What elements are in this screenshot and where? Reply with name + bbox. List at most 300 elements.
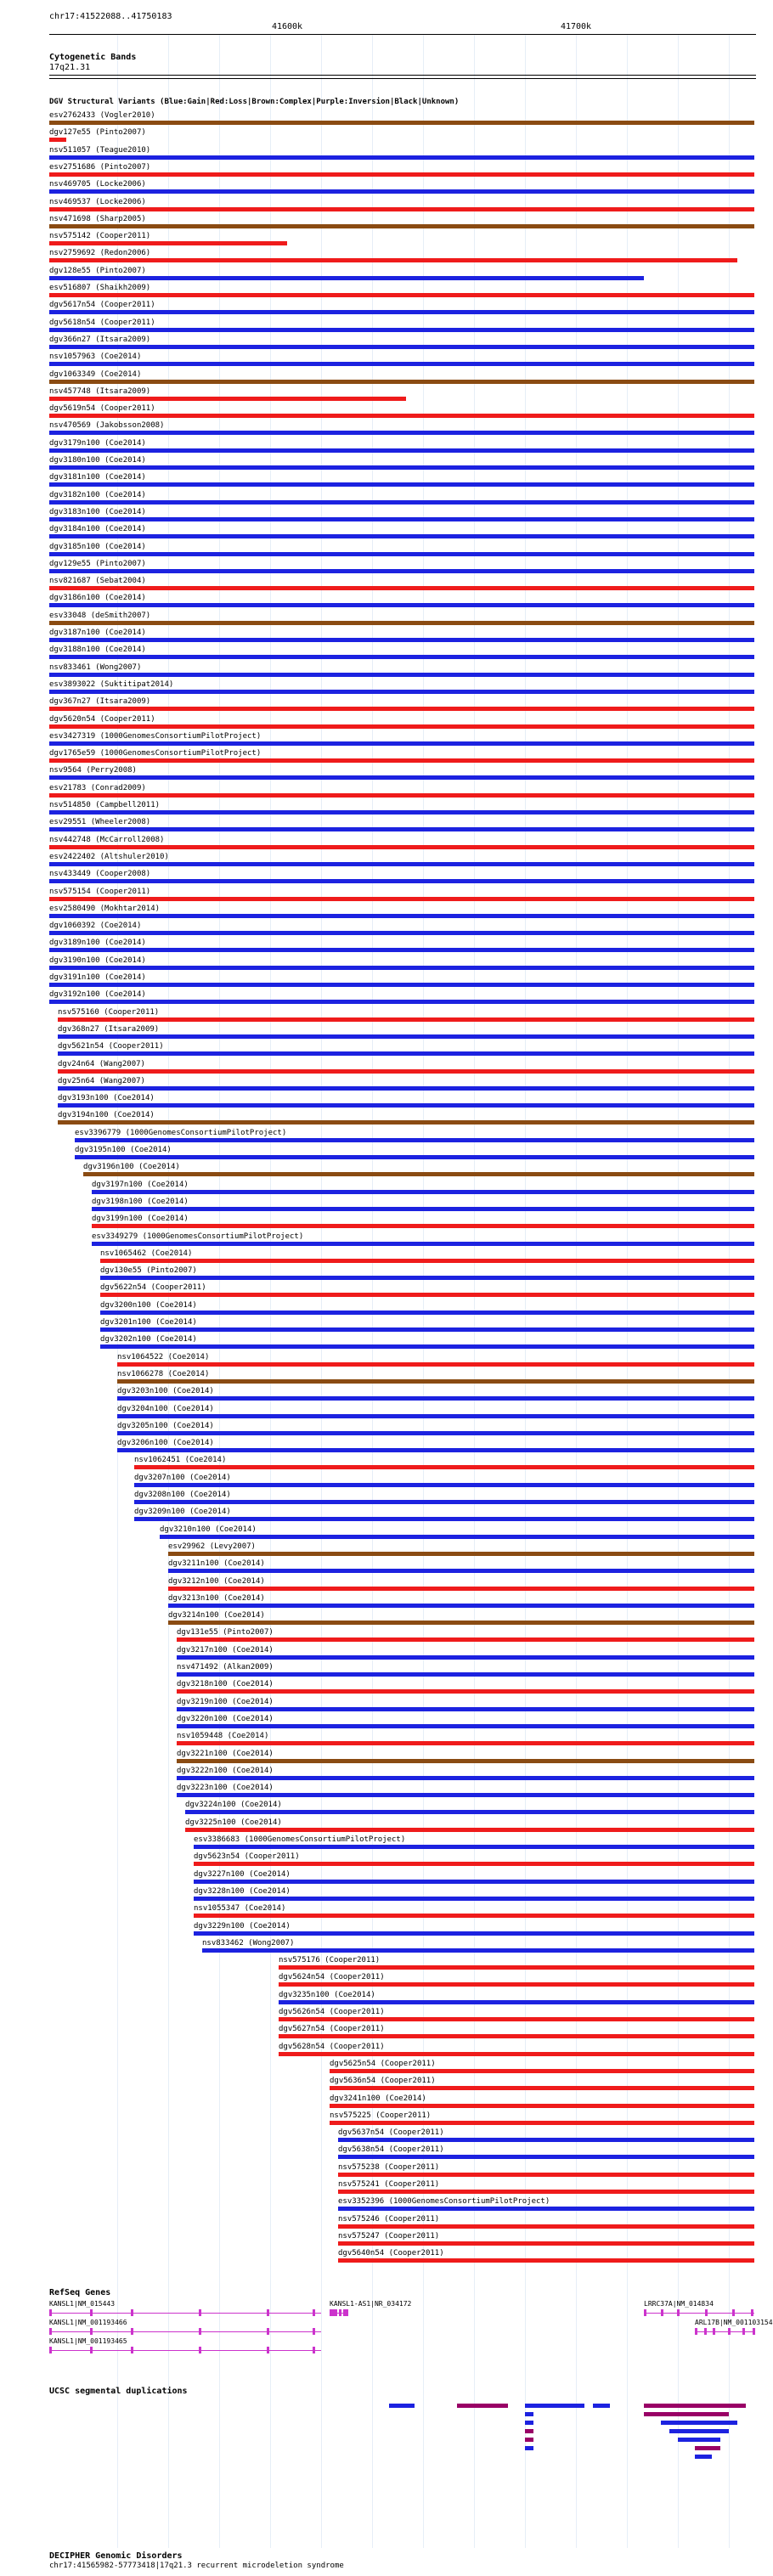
- dgv-row-label[interactable]: esv3893022 (Suktitipat2014): [49, 679, 174, 689]
- dgv-variant-bar[interactable]: [117, 1362, 754, 1367]
- dgv-variant-bar[interactable]: [75, 1138, 754, 1142]
- gene-exon[interactable]: [267, 2347, 269, 2353]
- dgv-row-label[interactable]: dgv127e55 (Pinto2007): [49, 128, 146, 138]
- gene-exon[interactable]: [90, 2347, 93, 2353]
- dgv-variant-bar[interactable]: [49, 328, 754, 332]
- dgv-row-label[interactable]: nsv433449 (Cooper2008): [49, 870, 151, 879]
- dgv-variant-bar[interactable]: [49, 948, 754, 952]
- dgv-variant-bar[interactable]: [49, 983, 754, 987]
- dgv-variant-bar[interactable]: [58, 1086, 754, 1091]
- dgv-variant-bar[interactable]: [330, 2069, 754, 2073]
- dgv-row-label[interactable]: nsv575176 (Cooper2011): [279, 1956, 381, 1965]
- dgv-row-label[interactable]: dgv3217n100 (Coe2014): [177, 1645, 274, 1654]
- dgv-row-label[interactable]: dgv129e55 (Pinto2007): [49, 559, 146, 568]
- dgv-variant-bar[interactable]: [202, 1948, 754, 1953]
- dgv-row-label[interactable]: dgv3188n100 (Coe2014): [49, 645, 146, 655]
- gene-exon[interactable]: [90, 2328, 93, 2335]
- dgv-row-label[interactable]: dgv3181n100 (Coe2014): [49, 473, 146, 482]
- dgv-row-label[interactable]: dgv130e55 (Pinto2007): [100, 1266, 197, 1276]
- dgv-variant-bar[interactable]: [49, 500, 754, 504]
- dgv-row-label[interactable]: dgv3210n100 (Coe2014): [160, 1525, 257, 1534]
- dgv-row-label[interactable]: nsv511057 (Teague2010): [49, 145, 151, 155]
- segdup-block[interactable]: [593, 2404, 610, 2408]
- gene-exon[interactable]: [695, 2328, 697, 2335]
- dgv-variant-bar[interactable]: [49, 810, 754, 815]
- dgv-row-label[interactable]: nsv1066278 (Coe2014): [117, 1369, 210, 1378]
- dgv-variant-bar[interactable]: [194, 1914, 754, 1918]
- gene-exon[interactable]: [49, 2328, 52, 2335]
- dgv-variant-bar[interactable]: [49, 586, 754, 590]
- gene-exon[interactable]: [705, 2309, 708, 2316]
- dgv-variant-bar[interactable]: [338, 2224, 754, 2229]
- dgv-variant-bar[interactable]: [92, 1242, 754, 1246]
- gene-label[interactable]: ARL17B|NM_001103154: [695, 2319, 773, 2326]
- dgv-variant-bar[interactable]: [117, 1379, 754, 1384]
- gene-exon[interactable]: [199, 2328, 201, 2335]
- segdup-block[interactable]: [525, 2438, 533, 2442]
- dgv-row-label[interactable]: nsv1055347 (Coe2014): [194, 1904, 286, 1914]
- gene-exon[interactable]: [313, 2309, 315, 2316]
- dgv-row-label[interactable]: esv3427319 (1000GenomesConsortiumPilotProject): [49, 731, 262, 741]
- dgv-variant-bar[interactable]: [83, 1172, 754, 1176]
- dgv-variant-bar[interactable]: [194, 1880, 754, 1884]
- gene-exon[interactable]: [713, 2328, 715, 2335]
- dgv-variant-bar[interactable]: [49, 569, 754, 573]
- dgv-row-label[interactable]: nsv575142 (Cooper2011): [49, 232, 151, 241]
- dgv-variant-bar[interactable]: [49, 534, 754, 538]
- dgv-row-label[interactable]: dgv3208n100 (Coe2014): [134, 1491, 231, 1499]
- dgv-variant-bar[interactable]: [49, 172, 754, 177]
- dgv-row-label[interactable]: nsv821687 (Sebat2004): [49, 577, 146, 586]
- gene-exon[interactable]: [49, 2347, 52, 2353]
- dgv-row-label[interactable]: dgv5619n54 (Cooper2011): [49, 404, 155, 414]
- dgv-variant-bar[interactable]: [185, 1828, 754, 1832]
- dgv-row-label[interactable]: dgv3187n100 (Coe2014): [49, 628, 146, 637]
- dgv-variant-bar[interactable]: [49, 258, 737, 262]
- dgv-variant-bar[interactable]: [134, 1500, 754, 1504]
- dgv-variant-bar[interactable]: [49, 862, 754, 866]
- dgv-variant-bar[interactable]: [49, 775, 754, 780]
- dgv-row-label[interactable]: dgv128e55 (Pinto2007): [49, 266, 146, 275]
- dgv-row-label[interactable]: nsv442748 (McCarroll2008): [49, 835, 165, 844]
- segdup-block[interactable]: [525, 2446, 533, 2450]
- dgv-variant-bar[interactable]: [338, 2155, 754, 2159]
- dgv-variant-bar[interactable]: [100, 1311, 754, 1315]
- segdup-block[interactable]: [525, 2429, 533, 2433]
- dgv-row-label[interactable]: dgv3207n100 (Coe2014): [134, 1473, 231, 1482]
- gene-label[interactable]: KANSL1|NM_001193465: [49, 2337, 127, 2345]
- dgv-variant-bar[interactable]: [194, 1931, 754, 1936]
- dgv-row-label[interactable]: dgv131e55 (Pinto2007): [177, 1628, 274, 1637]
- dgv-row-label[interactable]: nsv469705 (Locke2006): [49, 180, 146, 189]
- dgv-row-label[interactable]: dgv3206n100 (Coe2014): [117, 1439, 214, 1448]
- dgv-variant-bar[interactable]: [49, 793, 754, 798]
- dgv-row-label[interactable]: nsv575238 (Cooper2011): [338, 2162, 440, 2172]
- dgv-variant-bar[interactable]: [58, 1017, 754, 1022]
- dgv-variant-bar[interactable]: [49, 155, 754, 160]
- dgv-variant-bar[interactable]: [279, 2017, 754, 2021]
- gene-exon[interactable]: [644, 2309, 646, 2316]
- dgv-variant-bar[interactable]: [75, 1155, 754, 1159]
- dgv-variant-bar[interactable]: [338, 2173, 754, 2177]
- gene-exon[interactable]: [313, 2328, 315, 2335]
- dgv-variant-bar[interactable]: [194, 1845, 754, 1849]
- dgv-variant-bar[interactable]: [100, 1259, 754, 1263]
- dgv-variant-bar[interactable]: [58, 1120, 754, 1125]
- dgv-row-label[interactable]: dgv5624n54 (Cooper2011): [279, 1973, 385, 1982]
- dgv-variant-bar[interactable]: [100, 1293, 754, 1297]
- dgv-variant-bar[interactable]: [49, 741, 754, 746]
- dgv-row-label[interactable]: dgv3190n100 (Coe2014): [49, 955, 146, 965]
- dgv-variant-bar[interactable]: [330, 2104, 754, 2108]
- dgv-row-label[interactable]: dgv3191n100 (Coe2014): [49, 973, 146, 982]
- dgv-row-label[interactable]: dgv5625n54 (Cooper2011): [330, 2059, 436, 2068]
- dgv-variant-bar[interactable]: [279, 2052, 754, 2056]
- gene-label[interactable]: KANSL1-AS1|NR_034172: [330, 2300, 412, 2308]
- dgv-row-label[interactable]: esv3349279 (1000GenomesConsortiumPilotProject): [92, 1232, 304, 1241]
- gene-exon[interactable]: [742, 2328, 745, 2335]
- dgv-row-label[interactable]: dgv24n64 (Wang2007): [58, 1059, 145, 1068]
- dgv-variant-bar[interactable]: [117, 1414, 754, 1418]
- segdup-block[interactable]: [669, 2429, 729, 2433]
- segdup-block[interactable]: [644, 2404, 746, 2408]
- dgv-variant-bar[interactable]: [49, 966, 754, 970]
- dgv-row-label[interactable]: dgv3205n100 (Coe2014): [117, 1421, 214, 1430]
- gene-exon[interactable]: [704, 2328, 707, 2335]
- dgv-variant-bar[interactable]: [279, 1965, 754, 1970]
- dgv-variant-bar[interactable]: [49, 224, 754, 228]
- dgv-variant-bar[interactable]: [117, 1448, 754, 1452]
- dgv-variant-bar[interactable]: [134, 1465, 754, 1469]
- gene-exon[interactable]: [49, 2309, 52, 2316]
- dgv-row-label[interactable]: nsv469537 (Locke2006): [49, 197, 146, 206]
- dgv-variant-bar[interactable]: [49, 552, 754, 556]
- gene-exon[interactable]: [131, 2347, 133, 2353]
- dgv-variant-bar[interactable]: [49, 603, 754, 607]
- dgv-variant-bar[interactable]: [117, 1396, 754, 1401]
- gene-exon[interactable]: [346, 2309, 348, 2316]
- dgv-variant-bar[interactable]: [49, 517, 754, 521]
- dgv-row-label[interactable]: nsv575246 (Cooper2011): [338, 2214, 440, 2224]
- dgv-row-label[interactable]: dgv3211n100 (Coe2014): [168, 1559, 265, 1569]
- dgv-row-label[interactable]: dgv3193n100 (Coe2014): [58, 1094, 155, 1103]
- dgv-variant-bar[interactable]: [117, 1431, 754, 1435]
- dgv-variant-bar[interactable]: [49, 931, 754, 935]
- dgv-row-label[interactable]: dgv3219n100 (Coe2014): [177, 1697, 274, 1706]
- dgv-row-label[interactable]: dgv5617n54 (Cooper2011): [49, 301, 155, 310]
- dgv-row-label[interactable]: esv2422402 (Altshuler2010): [49, 852, 169, 861]
- dgv-variant-bar[interactable]: [49, 189, 754, 194]
- dgv-variant-bar[interactable]: [177, 1672, 754, 1677]
- dgv-row-label[interactable]: nsv514850 (Campbell2011): [49, 801, 161, 809]
- dgv-variant-bar[interactable]: [100, 1276, 754, 1280]
- segdup-block[interactable]: [644, 2412, 729, 2416]
- gene-exon[interactable]: [335, 2309, 337, 2316]
- segdup-block[interactable]: [457, 2404, 508, 2408]
- gene-label[interactable]: KANSL1|NM_001193466: [49, 2319, 127, 2326]
- dgv-row-label[interactable]: nsv457748 (Itsara2009): [49, 386, 151, 396]
- dgv-variant-bar[interactable]: [134, 1517, 754, 1521]
- dgv-row-label[interactable]: nsv2759692 (Redon2006): [49, 249, 151, 258]
- gene-exon[interactable]: [339, 2309, 341, 2316]
- segdup-block[interactable]: [525, 2421, 533, 2425]
- dgv-row-label[interactable]: dgv5628n54 (Cooper2011): [279, 2042, 385, 2051]
- dgv-variant-bar[interactable]: [177, 1655, 754, 1660]
- dgv-row-label[interactable]: dgv5623n54 (Cooper2011): [194, 1852, 300, 1862]
- dgv-row-label[interactable]: dgv3212n100 (Coe2014): [168, 1576, 265, 1586]
- dgv-variant-bar[interactable]: [177, 1741, 754, 1745]
- dgv-variant-bar[interactable]: [92, 1224, 754, 1228]
- dgv-row-label[interactable]: dgv3201n100 (Coe2014): [100, 1318, 197, 1327]
- dgv-variant-bar[interactable]: [49, 414, 754, 418]
- dgv-row-label[interactable]: nsv833461 (Wong2007): [49, 662, 142, 672]
- gene-exon[interactable]: [131, 2309, 133, 2316]
- dgv-variant-bar[interactable]: [279, 2034, 754, 2038]
- dgv-row-label[interactable]: dgv3203n100 (Coe2014): [117, 1387, 214, 1396]
- dgv-row-label[interactable]: dgv5618n54 (Cooper2011): [49, 318, 155, 327]
- gene-exon[interactable]: [661, 2309, 663, 2316]
- dgv-variant-bar[interactable]: [49, 879, 754, 883]
- dgv-variant-bar[interactable]: [49, 845, 754, 849]
- segdup-block[interactable]: [525, 2404, 584, 2408]
- dgv-variant-bar[interactable]: [279, 1982, 754, 1987]
- dgv-row-label[interactable]: esv2580490 (Mokhtar2014): [49, 904, 161, 913]
- dgv-row-label[interactable]: nsv575247 (Cooper2011): [338, 2231, 440, 2241]
- dgv-variant-bar[interactable]: [58, 1051, 754, 1056]
- dgv-row-label[interactable]: dgv3180n100 (Coe2014): [49, 456, 146, 465]
- dgv-row-label[interactable]: dgv3228n100 (Coe2014): [194, 1886, 291, 1896]
- dgv-row-label[interactable]: esv33048 (deSmith2007): [49, 611, 151, 620]
- dgv-variant-bar[interactable]: [49, 673, 754, 677]
- segdup-block[interactable]: [661, 2421, 737, 2425]
- dgv-row-label[interactable]: dgv3197n100 (Coe2014): [92, 1180, 189, 1189]
- dgv-row-label[interactable]: dgv3241n100 (Coe2014): [330, 2094, 426, 2103]
- dgv-row-label[interactable]: dgv5626n54 (Cooper2011): [279, 2008, 385, 2016]
- gene-exon[interactable]: [732, 2309, 735, 2316]
- dgv-row-label[interactable]: dgv5627n54 (Cooper2011): [279, 2025, 385, 2034]
- dgv-variant-bar[interactable]: [338, 2258, 754, 2263]
- dgv-row-label[interactable]: dgv3209n100 (Coe2014): [134, 1508, 231, 1517]
- dgv-row-label[interactable]: nsv9564 (Perry2008): [49, 766, 137, 775]
- dgv-variant-bar[interactable]: [49, 707, 754, 711]
- dgv-variant-bar[interactable]: [194, 1862, 754, 1866]
- dgv-row-label[interactable]: nsv1064522 (Coe2014): [117, 1352, 210, 1361]
- dgv-row-label[interactable]: dgv3222n100 (Coe2014): [177, 1766, 274, 1775]
- dgv-row-label[interactable]: dgv5620n54 (Cooper2011): [49, 714, 155, 724]
- segdup-block[interactable]: [525, 2412, 533, 2416]
- dgv-row-label[interactable]: dgv3204n100 (Coe2014): [117, 1404, 214, 1413]
- dgv-variant-bar[interactable]: [49, 897, 754, 901]
- gene-exon[interactable]: [728, 2328, 731, 2335]
- dgv-row-label[interactable]: dgv3218n100 (Coe2014): [177, 1680, 274, 1689]
- dgv-variant-bar[interactable]: [92, 1190, 754, 1194]
- dgv-row-label[interactable]: dgv3229n100 (Coe2014): [194, 1921, 291, 1931]
- dgv-row-label[interactable]: dgv3227n100 (Coe2014): [194, 1869, 291, 1879]
- dgv-row-label[interactable]: dgv5621n54 (Cooper2011): [58, 1042, 164, 1051]
- dgv-variant-bar[interactable]: [49, 276, 644, 280]
- dgv-variant-bar[interactable]: [168, 1552, 754, 1556]
- dgv-row-label[interactable]: dgv3196n100 (Coe2014): [83, 1163, 180, 1172]
- dgv-variant-bar[interactable]: [49, 1000, 754, 1004]
- dgv-row-label[interactable]: dgv5636n54 (Cooper2011): [330, 2077, 436, 2086]
- dgv-variant-bar[interactable]: [49, 345, 754, 349]
- dgv-row-label[interactable]: dgv5622n54 (Cooper2011): [100, 1283, 206, 1293]
- dgv-row-label[interactable]: dgv367n27 (Itsara2009): [49, 697, 151, 707]
- dgv-row-label[interactable]: dgv1063349 (Coe2014): [49, 369, 142, 379]
- dgv-variant-bar[interactable]: [338, 2190, 754, 2194]
- gene-exon[interactable]: [199, 2347, 201, 2353]
- dgv-variant-bar[interactable]: [177, 1793, 754, 1797]
- dgv-variant-bar[interactable]: [338, 2241, 754, 2246]
- dgv-row-label[interactable]: esv29551 (Wheeler2008): [49, 818, 151, 827]
- dgv-row-label[interactable]: dgv3182n100 (Coe2014): [49, 490, 146, 499]
- dgv-row-label[interactable]: esv3386683 (1000GenomesConsortiumPilotProject): [194, 1835, 406, 1844]
- dgv-variant-bar[interactable]: [92, 1207, 754, 1211]
- dgv-variant-bar[interactable]: [49, 690, 754, 694]
- dgv-variant-bar[interactable]: [49, 431, 754, 435]
- gene-exon[interactable]: [753, 2328, 755, 2335]
- dgv-variant-bar[interactable]: [160, 1535, 754, 1539]
- dgv-row-label[interactable]: dgv3200n100 (Coe2014): [100, 1300, 197, 1310]
- dgv-variant-bar[interactable]: [177, 1759, 754, 1763]
- dgv-row-label[interactable]: dgv3186n100 (Coe2014): [49, 594, 146, 603]
- segdup-block[interactable]: [695, 2455, 712, 2459]
- gene-exon[interactable]: [751, 2309, 753, 2316]
- dgv-variant-bar[interactable]: [58, 1034, 754, 1039]
- gene-label[interactable]: KANSL1|NM_015443: [49, 2300, 116, 2308]
- dgv-variant-bar[interactable]: [49, 207, 754, 211]
- dgv-row-label[interactable]: dgv25n64 (Wang2007): [58, 1076, 145, 1085]
- dgv-row-label[interactable]: esv2751686 (Pinto2007): [49, 162, 151, 172]
- dgv-variant-bar[interactable]: [177, 1724, 754, 1728]
- dgv-variant-bar[interactable]: [49, 310, 754, 314]
- gene-exon[interactable]: [677, 2309, 680, 2316]
- gene-exon[interactable]: [267, 2328, 269, 2335]
- dgv-variant-bar[interactable]: [49, 121, 754, 125]
- dgv-variant-bar[interactable]: [58, 1103, 754, 1108]
- dgv-row-label[interactable]: nsv1065462 (Coe2014): [100, 1249, 193, 1258]
- dgv-row-label[interactable]: nsv471492 (Alkan2009): [177, 1663, 274, 1671]
- dgv-variant-bar[interactable]: [177, 1637, 754, 1642]
- dgv-variant-bar[interactable]: [49, 914, 754, 918]
- dgv-variant-bar[interactable]: [49, 621, 754, 625]
- gene-exon[interactable]: [313, 2347, 315, 2353]
- dgv-variant-bar[interactable]: [100, 1344, 754, 1349]
- dgv-row-label[interactable]: nsv575225 (Cooper2011): [330, 2111, 432, 2120]
- dgv-row-label[interactable]: dgv1765e59 (1000GenomesConsortiumPilotProject): [49, 749, 262, 758]
- dgv-variant-bar[interactable]: [168, 1587, 754, 1591]
- dgv-variant-bar[interactable]: [338, 2207, 754, 2211]
- dgv-row-label[interactable]: dgv1060392 (Coe2014): [49, 922, 142, 931]
- dgv-row-label[interactable]: nsv833462 (Wong2007): [202, 1938, 295, 1948]
- dgv-row-label[interactable]: nsv471698 (Sharp2005): [49, 214, 146, 223]
- dgv-row-label[interactable]: dgv3213n100 (Coe2014): [168, 1593, 265, 1603]
- dgv-variant-bar[interactable]: [338, 2138, 754, 2142]
- dgv-row-label[interactable]: dgv3195n100 (Coe2014): [75, 1146, 172, 1154]
- dgv-row-label[interactable]: dgv3189n100 (Coe2014): [49, 939, 146, 948]
- dgv-variant-bar[interactable]: [168, 1604, 754, 1608]
- dgv-variant-bar[interactable]: [279, 2000, 754, 2004]
- dgv-row-label[interactable]: dgv3179n100 (Coe2014): [49, 438, 146, 448]
- dgv-variant-bar[interactable]: [49, 638, 754, 642]
- dgv-row-label[interactable]: esv3396779 (1000GenomesConsortiumPilotProject): [75, 1128, 287, 1137]
- dgv-row-label[interactable]: nsv575241 (Cooper2011): [338, 2180, 440, 2189]
- dgv-row-label[interactable]: dgv3183n100 (Coe2014): [49, 507, 146, 516]
- dgv-variant-bar[interactable]: [49, 138, 66, 142]
- segdup-block[interactable]: [695, 2446, 720, 2450]
- dgv-variant-bar[interactable]: [49, 380, 754, 384]
- dgv-row-label[interactable]: dgv3224n100 (Coe2014): [185, 1801, 282, 1810]
- dgv-variant-bar[interactable]: [49, 362, 754, 366]
- dgv-row-label[interactable]: dgv3194n100 (Coe2014): [58, 1111, 155, 1120]
- dgv-row-label[interactable]: dgv3184n100 (Coe2014): [49, 525, 146, 534]
- dgv-variant-bar[interactable]: [168, 1621, 754, 1625]
- dgv-variant-bar[interactable]: [330, 2121, 754, 2125]
- dgv-variant-bar[interactable]: [177, 1776, 754, 1780]
- dgv-row-label[interactable]: dgv5637n54 (Cooper2011): [338, 2128, 444, 2138]
- dgv-variant-bar[interactable]: [49, 655, 754, 659]
- dgv-variant-bar[interactable]: [49, 827, 754, 831]
- dgv-row-label[interactable]: esv29962 (Levy2007): [168, 1542, 256, 1551]
- dgv-row-label[interactable]: nsv1062451 (Coe2014): [134, 1456, 227, 1465]
- gene-exon[interactable]: [131, 2328, 133, 2335]
- dgv-row-label[interactable]: dgv366n27 (Itsara2009): [49, 335, 151, 344]
- dgv-variant-bar[interactable]: [49, 241, 287, 245]
- dgv-variant-bar[interactable]: [49, 397, 406, 401]
- dgv-row-label[interactable]: dgv3198n100 (Coe2014): [92, 1197, 189, 1206]
- dgv-row-label[interactable]: nsv575154 (Cooper2011): [49, 887, 151, 896]
- dgv-row-label[interactable]: dgv3214n100 (Coe2014): [168, 1611, 265, 1621]
- dgv-variant-bar[interactable]: [177, 1689, 754, 1694]
- dgv-row-label[interactable]: nsv470569 (Jakobsson2008): [49, 421, 165, 431]
- dgv-row-label[interactable]: nsv1057963 (Coe2014): [49, 352, 142, 362]
- dgv-variant-bar[interactable]: [330, 2086, 754, 2090]
- gene-exon[interactable]: [90, 2309, 93, 2316]
- dgv-row-label[interactable]: dgv3225n100 (Coe2014): [185, 1818, 282, 1827]
- dgv-row-label[interactable]: dgv5638n54 (Cooper2011): [338, 2145, 444, 2155]
- segdup-block[interactable]: [678, 2438, 720, 2442]
- dgv-variant-bar[interactable]: [58, 1069, 754, 1074]
- gene-exon[interactable]: [267, 2309, 269, 2316]
- dgv-row-label[interactable]: nsv1059448 (Coe2014): [177, 1732, 269, 1741]
- segdup-block[interactable]: [389, 2404, 415, 2408]
- dgv-row-label[interactable]: dgv3185n100 (Coe2014): [49, 542, 146, 551]
- dgv-variant-bar[interactable]: [49, 724, 754, 729]
- dgv-variant-bar[interactable]: [49, 448, 754, 453]
- dgv-variant-bar[interactable]: [177, 1707, 754, 1711]
- dgv-row-label[interactable]: esv21783 (Conrad2009): [49, 783, 146, 792]
- dgv-variant-bar[interactable]: [49, 465, 754, 470]
- dgv-variant-bar[interactable]: [134, 1483, 754, 1487]
- dgv-variant-bar[interactable]: [49, 758, 754, 763]
- dgv-row-label[interactable]: dgv3202n100 (Coe2014): [100, 1335, 197, 1344]
- dgv-variant-bar[interactable]: [194, 1897, 754, 1901]
- gene-label[interactable]: LRRC37A|NM_014834: [644, 2300, 714, 2308]
- dgv-row-label[interactable]: dgv5640n54 (Cooper2011): [338, 2249, 444, 2258]
- dgv-variant-bar[interactable]: [168, 1569, 754, 1573]
- dgv-row-label[interactable]: dgv3221n100 (Coe2014): [177, 1749, 274, 1758]
- gene-exon[interactable]: [199, 2309, 201, 2316]
- dgv-variant-bar[interactable]: [185, 1810, 754, 1814]
- dgv-row-label[interactable]: esv516807 (Shaikh2009): [49, 284, 151, 292]
- dgv-row-label[interactable]: esv3352396 (1000GenomesConsortiumPilotProject): [338, 2197, 550, 2207]
- dgv-variant-bar[interactable]: [100, 1327, 754, 1332]
- dgv-row-label[interactable]: nsv575160 (Cooper2011): [58, 1007, 160, 1017]
- dgv-row-label[interactable]: dgv368n27 (Itsara2009): [58, 1024, 160, 1034]
- dgv-variant-bar[interactable]: [49, 293, 754, 297]
- dgv-row-label[interactable]: dgv3235n100 (Coe2014): [279, 1990, 375, 1999]
- dgv-row-label[interactable]: dgv3192n100 (Coe2014): [49, 990, 146, 1000]
